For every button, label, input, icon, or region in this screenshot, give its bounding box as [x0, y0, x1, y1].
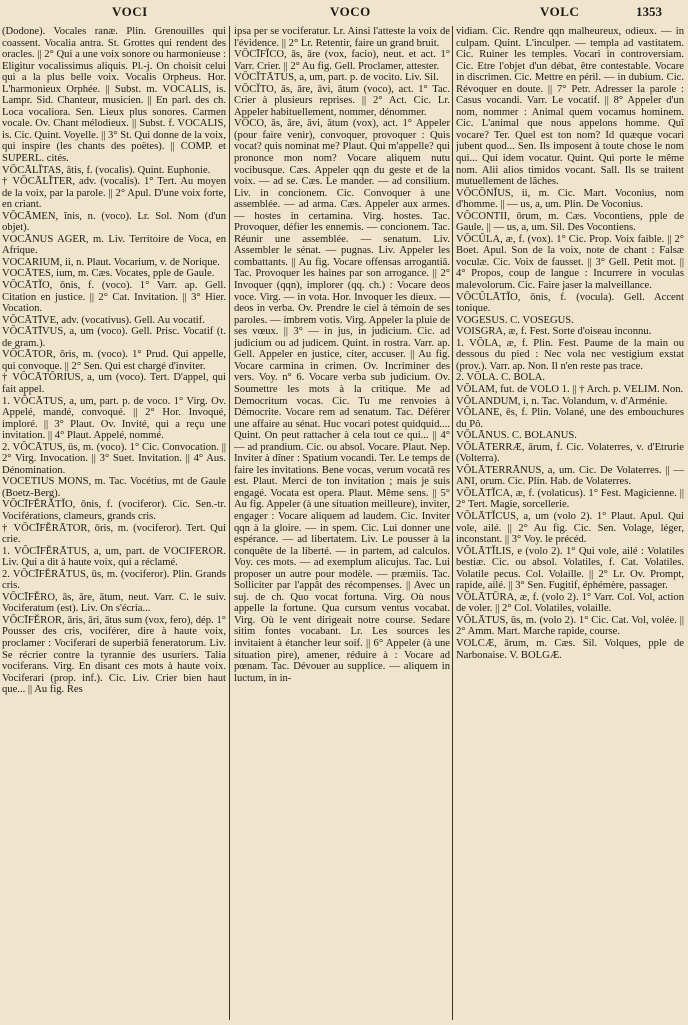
dictionary-entry: VŎCĀTĪVUS, a, um (voco). Gell. Prisc. Vocatif (t. de gram.). — [2, 326, 226, 349]
dictionary-entry: VŎLĀTERRĀNUS, a, um. Cic. De Volaterres. || — ANI, orum. Cic. Plin. Hab. de Volaterres. — [456, 464, 684, 488]
dictionary-entry: † VŌCĀLĬTER, adv. (vocalis). 1° Tert. Au moyen de la voix, par la parole. || 2° Apul. D'une voix forte, en criant. — [2, 176, 226, 211]
dictionary-entry: VŌCĀLĬTAS, ātis, f. (vocalis). Quint. Euphonie. — [2, 164, 211, 176]
running-head-center: VOCO — [330, 4, 371, 19]
running-head-left: VOCI — [112, 4, 148, 19]
dictionary-entry: VŎLANE, ēs, f. Plin. Volané, une des embouchures du Pô. — [456, 407, 684, 430]
dictionary-entry: VŎLĀTĬCUS, a, um (volo 2). 1° Plaut. Apul. Qui vole, ailé. || 2° Au fig. Cic. Sen. Volage, léger, inconstant. || 3° Voy. le précéd. — [456, 510, 684, 546]
dictionary-entry: ipsa per se vociferatur. Lr. Ainsi l'atteste la voix de l'évidence. || 2° Lr. Retentir, faire un grand bruit. — [234, 26, 450, 49]
dictionary-entry: VŎLĀTĬLIS, e (volo 2). 1° Qui vole, ailé : Volatiles bestiæ. Cic. ou absol. Volatiles, f. Cat. Volatiles. Volatile pecus. Col. Volaille. || 2° Lr. Ov. Prompt, rapide, ailé. || 3° Sen. Fugitif, éphémère, passager. — [456, 545, 684, 592]
dictionary-entry: VOCĀNUS AGER, m. Liv. Territoire de Voca, en Afrique. — [2, 233, 226, 257]
dictionary-entry: VOLCÆ, ārum, m. Cæs. Sil. Volques, pple de Narbonaise. V. BOLGÆ. — [456, 637, 684, 661]
dictionary-entry: VŎCĀTĪVE, adv. (vocativus). Gell. Au vocatif. — [2, 314, 205, 326]
column-divider — [229, 26, 230, 1020]
dictionary-entry: VŎCĀTĬO, ōnis, f. (voco). 1° Varr. ap. Gell. Citation en justice. || 2° Cat. Invitation. || 3° Hier. Vocation. — [2, 280, 226, 315]
dictionary-entry: 2. VŎCĀTUS, ūs, m. (voco). 1° Cic. Convocation. || 2° Virg. Invocation. || 3° Suet. Invitation. || 4° Aus. Dénomination. — [2, 441, 226, 476]
dictionary-entry: VŎLĀNUS. C. BOLANUS. — [456, 430, 577, 442]
dictionary-entry: VŎLĀTUS, ūs, m. (volo 2). 1° Cic. Cat. Vol, volée. || 2° Amm. Mart. Marche rapide, course. — [456, 614, 684, 638]
dictionary-entry: VŌCĪFĔRO, ās, āre, ātum, neut. Varr. C. le suiv. Vociferatum (est). Liv. On s'écria... — [2, 591, 226, 615]
dictionary-entry: VŌCĪFĔRĀTĬO, ōnis, f. (vociferor). Cic. Sen.-tr. Vociférations, clameurs, grands cris. — [2, 499, 226, 522]
dictionary-entry: 1. VŎLA, æ, f. Plin. Fest. Paume de la main ou dessous du pied : Nec vola nec vestigium exstat (prov.). Varr. ap. Non. Il n'en reste pas trace. — [456, 337, 684, 372]
dictionary-entry: 1. VŎCĀTUS, a, um, part. p. de voco. 1° Virg. Ov. Appelé, mandé, convoqué. || 2° Hor. Invoqué, imploré. || 3° Plaut. Ov. Invité, qui a reçu une invitation. || 4° Plaut. Appelé, nommé. — [2, 395, 226, 442]
column-3 — [456, 26, 684, 1020]
dictionary-entry: VOCARIUM, ii, n. Plaut. Vocarium, v. de Norique. — [2, 256, 220, 268]
dictionary-entry: VŎCĀTOR, ōris, m. (voco). 1° Prud. Qui appelle, qui convoque. || 2° Sen. Qui est chargé d'inviter. — [2, 349, 226, 372]
dictionary-entry: VŎCŌNĬUS, ii, m. Cic. Mart. Voconius, nom d'homme. || — us, a, um. Plin. De Voconius. — [456, 187, 684, 211]
dictionary-entry: VOGESUS. C. VOSEGUS. — [456, 314, 574, 326]
dictionary-entry: 2. VŌCĪFĔRĀTUS, ūs, m. (vociferor). Plin. Grands cris. — [2, 568, 226, 592]
dictionary-entry: † VŎCĀTŌRIUS, a, um (voco). Tert. D'appel, qui fait appel. — [2, 372, 226, 395]
column-divider — [452, 26, 453, 1020]
dictionary-entry: VŌCO, ās, āre, āvi, ātum (vox), act. 1° Appeler (pour faire venir), convoquer, provoquer : Quis vocat? quis nominat me? Plaut. Qui m'appelle? qui prononce mon nom? Vocare aliquem nutu vocibusque. Cæs. Appeler qqn du geste et de la voix. — ad se. Cæs. Le mander. — ad consilium. Liv. in concionem. Cic. Convoquer à une assemblée. — ad arma. Cæs. Appeler aux armes. — hostes in certamina. Virg. hostes. Tac. Provoquer, défier les ennemis. — concionem. Tac. Réunir une assemblée. — senatum. Liv. Assembler le sénat. — pugnas. Liv. Appeler les combattants. || Au fig. Vocare offensas arrogantiā. Tac. Provoquer les haines par son arrogance. || 2° Invoquer (qqn), implorer (qq. ch.) : Vocare deos voce. Virg. — in vota. Hor. Invoquer les dieux. — deos in verba. Ov. Prendre le ciel à témoin de ses paroles. — imbrem votis. Virg. Appeler la pluie de ses vœux. || 3° — in jus, in judicium. Cic. ad judicium ou ad judicem. Quint. in rostra. Varr. ap. Gell. Appeler en justice, citer, accuser. || Au fig. Vocare carmina in crimen. Ov. Incriminer des vers. Voy. n° 6. Vocare verba sub judicium. Ov. Soumettre les mots à la critique. Me ad Democritum vocas. Cic. Tu me renvoies à Démocrite. Vocare rem ad senatum. Tac. Déférer une affaire au sénat. Huc vocari potest quidquid.... Quint. On peut rattacher à cela tout ce qui... || 4° — ad prandium. Cic. ou absol. Vocare. Plaut. Nep. Inviter à dîner : Spatium vocandi. Ter. Le temps de faire les invitations. Bene vocas, verum vocatā res est. Plaut. Merci de ton invitation ; mais je suis engagé. Vocata est opera. Plaut. Même sens. || 5° Au fig. Appeler (à une situation meilleure), inviter, engager : Vocare aliquem ad laudem. Cic. Inviter qqn à la gloire. — in spem. Cic. Lui donner une espérance. — ad libertatem. Liv. Le pousser à la conquête de la liberté. — in partem, ad calculos. Voy. ces mots. — ad exemplum alicujus. Tac. Lui proposer un autre pour modèle. — præmiis. Tac. Solliciter par l'appât des récompenses. || Avec un suj. de ch. Quo vocat fortuna. Virg. Où nous appelle la fortune. Qua cursum ventus vocabat. Virg. Où le vent dirigeait notre course. Sedare sitim fontes vocabant. Lr. Les sources les invitaient à étancher leur soif. || 6° Appeler (à une situation pire), amener, réduire à : Vocare ad pœnam. Tac. Dévouer au supplice. — aliquem in luctum, in in- — [234, 118, 450, 684]
dictionary-entry: vidiam. Cic. Rendre qqn malheureux, odieux. — in culpam. Quint. L'inculper. — templa ad vastitatem. Cic. Ruiner les temples. Vocari in controversiam. Cic. Etre l'objet d'un débat, être contestable. Vocare in discrimen. Cic. Mettre en péril. — in dubium. Cic. Révoquer en doute. || 7° Petr. Adresser la parole : Casus vocandi. Varr. Le vocatif. || 8° Appeler d'un nom, nommer : Animal quem vocamus hominem. Cic. L'animal que nous appelons homme. Quî vocare? Ter. Quel est ton nom? Id quæque vocari jubent quod... Sen. Ils imposent à toute chose le nom qui... Qui idem vocatur. Quint. Qui porte le même nom. Alii alios timidos vocant. Sall. Ils se traitent mutuellement de lâches. — [456, 26, 684, 188]
dictionary-entry: VOCETIUS MONS, m. Tac. Vocétius, mt de Gaule (Boetz-Berg). — [2, 476, 226, 499]
dictionary-entry: VŎLĀTŪRA, æ, f. (volo 2). 1° Varr. Col. Vol, action de voler. || 2° Col. Volatiles, volaille. — [456, 591, 684, 615]
running-head-right: VOLC — [540, 4, 580, 19]
dictionary-entry: VOISGRA, æ, f. Fest. Sorte d'oiseau inconnu. — [456, 326, 652, 338]
dictionary-entry: VŌCŬLA, æ, f. (vox). 1° Cic. Prop. Voix faible. || 2° Boet. Apul. Son de la voix, note de chant : Falsæ voculæ. Cic. Voix de fausset. || 3° Gell. Petit mot. || 4° Propos, coup de langue : Incurrere in voculas malevolorum. Cic. Faire jaser la malveillance. — [456, 233, 684, 292]
dictionary-entry: VŎLANDUM, i, n. Tac. Volandum, v. d'Arménie. — [456, 395, 668, 407]
dictionary-entry: VŌCŬLĀTĬO, ōnis, f. (vocula). Gell. Accent tonique. — [456, 291, 684, 315]
dictionary-entry: VŌCĀMEN, ĭnis, n. (voco). Lr. Sol. Nom (d'un objet). — [2, 210, 226, 234]
dictionary-entry: † VŌCĪFĔRĀTOR, ōris, m. (vociferor). Tert. Qui crie. — [2, 522, 226, 546]
dictionary-entry: VŌCĪFĬCO, ās, āre (vox, facio), neut. et act. 1° Varr. Crier. || 2° Au fig. Gell. Proclamer, attester. — [234, 49, 450, 72]
dictionary-entry: VŎLĀTERRÆ, ārum, f. Cic. Volaterres, v. d'Etrurie (Volterra). — [456, 441, 684, 465]
dictionary-entry: VŎLĀTĬCA, æ, f. (volaticus). 1° Fest. Magicienne. || 2° Tert. Magie, sorcellerie. — [456, 487, 684, 511]
dictionary-entry: VŌCĬTO, ās, āre, āvi, ātum (voco), act. 1° Tac. Crier à plusieurs reprises. || 2° Act. Cic. Lr. Appeler habituellement, nommer, dénommer. — [234, 83, 450, 118]
dictionary-entry: VŌCĪFĔROR, āris, āri, ātus sum (vox, fero), dép. 1° Pousser des cris, vociférer, dire à haute voix, proclamer : Vociferari de superbiā feneratorum. Liv. Se récrier contre la tyrannie des usuriers. Talia vociferans. Virg. En disant ces mots à haute voix. Vociferari (prop. inf.). Cic. Liv. Crier bien haut que... || Au fig. Res — [2, 614, 226, 696]
dictionary-entry: VŌCĬTĀTUS, a, um, part. p. de vocito. Liv. Sil. — [234, 72, 439, 84]
dictionary-entry: 1. VŌCĪFĔRĀTUS, a, um, part. de VOCIFEROR. Liv. Qui a dit à haute voix, qui a réclamé. — [2, 545, 226, 569]
dictionary-entry: (Dodone). Vocales ranæ. Plin. Grenouilles qui coassent. Vocalia antra. St. Grottes qui rendent des oracles. || 2° Qui a une voix sonore ou harmonieuse : Eligitur vocalissimus aliquis. Pl.-j. On choisit celui qui a la plus belle voix. Vocalis Orpheus. Hor. L'harmonieux Orphée. || Subst. m. VOCALIS, is. Lampr. Sid. Chanteur, musicien. || En parl. des ch. Loca vocaliora. Sen. Lieux plus sonores. Carmen vocale. Ov. Chant mélodieux. || Subst. f. VOCALIS, is. Cic. Quint. Voyelle. || 3° St. Qui donne de la voix, qui inspire (les chants des poëtes). || COMP. et SUPERL. cités. — [2, 26, 226, 165]
dictionary-entry: 2. VŎLA. C. BOLA. — [456, 372, 545, 384]
page-number: 1353 — [636, 4, 662, 19]
column-2 — [234, 26, 450, 1020]
column-1 — [2, 26, 226, 1020]
dictionary-entry: VŎCONTII, ōrum, m. Cæs. Vocontiens, pple de Gaule. || — us, a, um. Sil. Des Vocontiens. — [456, 210, 684, 234]
dictionary-entry: VŎLAM, fut. de VOLO 1. || † Arch. p. VELIM. Non. — [456, 383, 684, 395]
dictionary-entry: VOCĀTES, ium, m. Cæs. Vocates, pple de Gaule. — [2, 268, 215, 280]
